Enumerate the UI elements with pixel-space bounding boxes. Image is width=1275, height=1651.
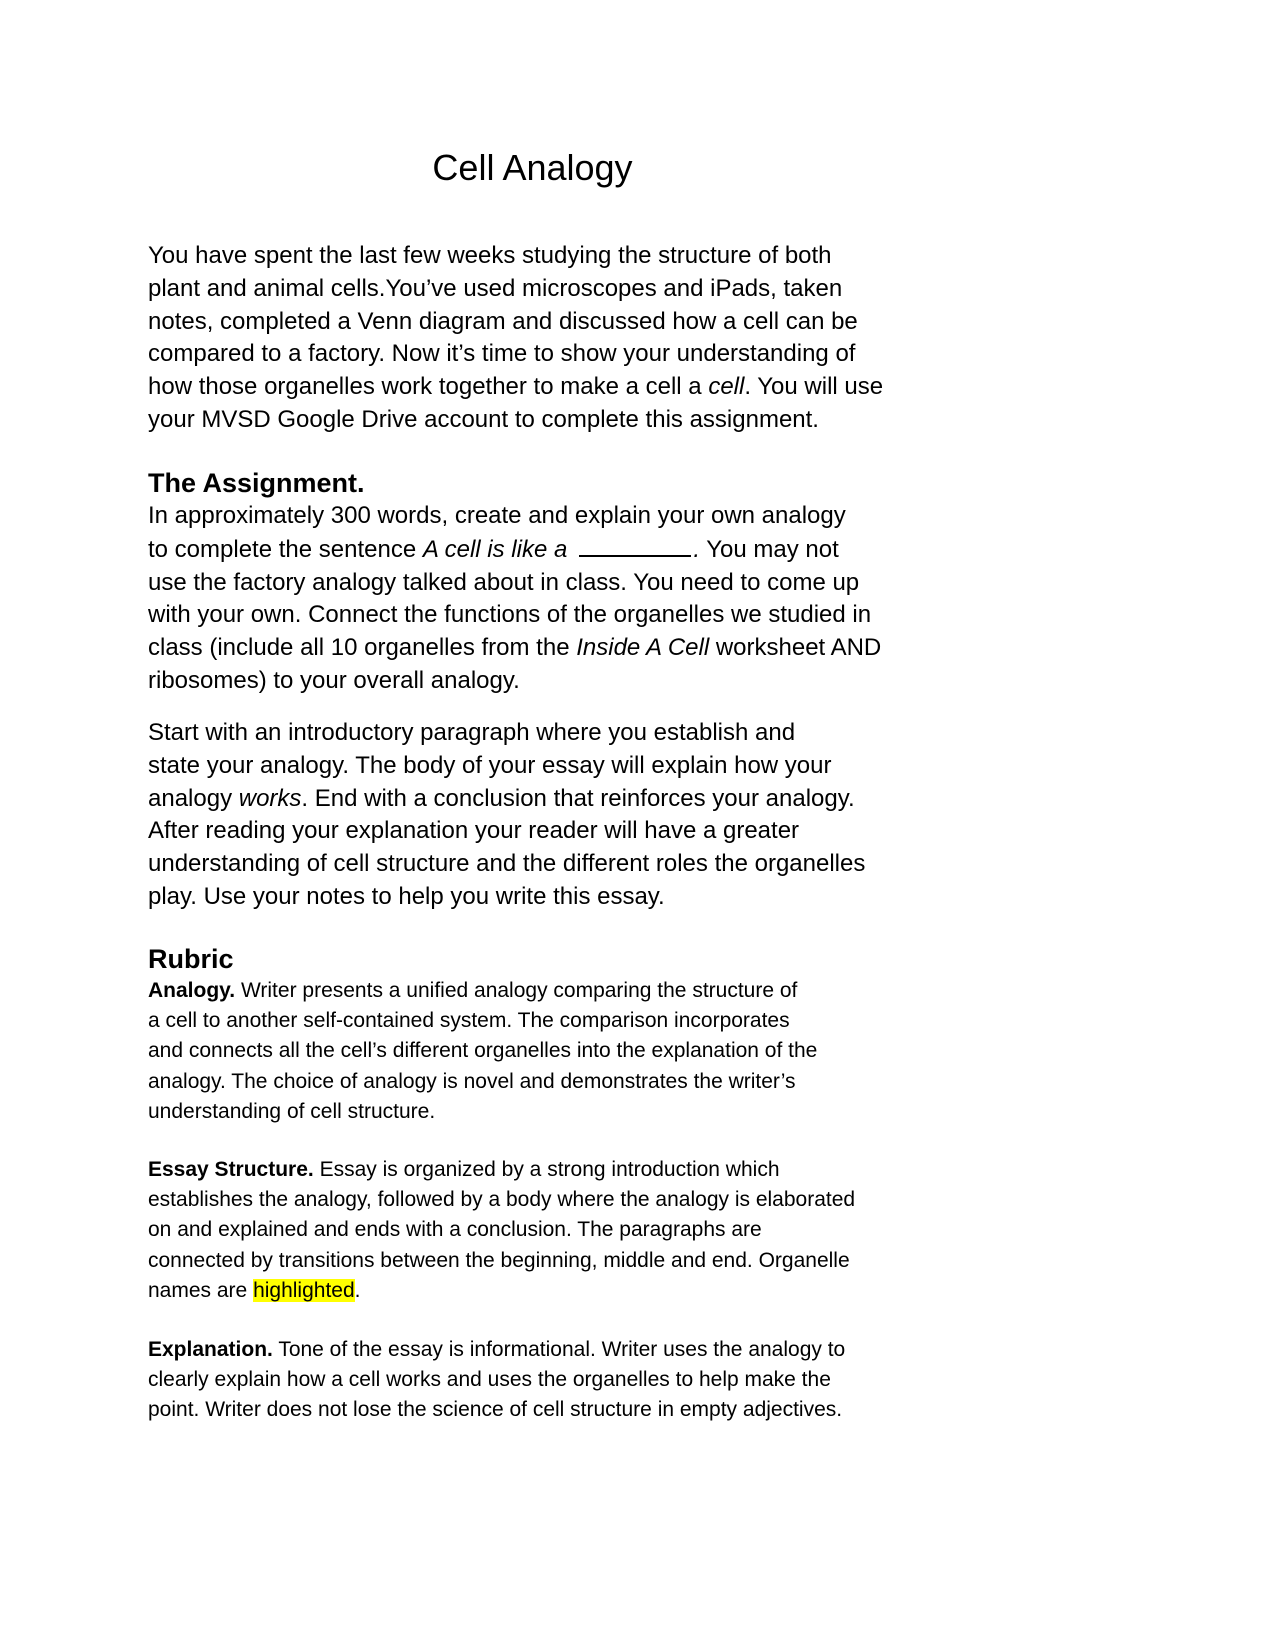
rubric-analogy-label: Analogy. <box>148 979 236 1002</box>
intro-text: how those organelles work together to make a cell a <box>148 373 709 401</box>
rubric-text: names are <box>148 1278 254 1302</box>
rubric-text: Essay is organized by a strong introduction which <box>313 1158 780 1181</box>
assignment-text: You may not <box>700 535 839 563</box>
rubric-text: Writer presents a unified analogy comparing the structure of <box>235 979 798 1002</box>
assignment-heading: The Assignment. <box>148 468 365 498</box>
rubric-text: . <box>354 1278 361 1302</box>
rubric-heading: Rubric <box>148 944 234 974</box>
rubric-structure-label: Essay Structure. <box>148 1158 314 1181</box>
rubric-line <box>148 1335 928 1365</box>
assignment-line <box>148 533 928 567</box>
rubric-line: on and explained and ends with a conclusion. The paragraphs are <box>148 1218 762 1242</box>
assignment-line: play. Use your notes to help you write this essay. <box>148 882 665 910</box>
rubric-line: establishes the analogy, followed by a body where the analogy is elaborated <box>148 1188 856 1212</box>
assignment-line: understanding of cell structure and the different roles the organelles <box>148 850 866 878</box>
rubric-explanation <box>148 1335 928 1426</box>
assignment-line: use the factory analogy talked about in class. You need to come up <box>148 568 860 596</box>
assignment-line: ribosomes) to your overall analogy. <box>148 666 520 694</box>
intro-line: You have spent the last few weeks studying the structure of both <box>148 242 832 269</box>
assignment-line <box>148 783 928 816</box>
assignment-italic-period: . <box>693 535 701 563</box>
rubric-line: connected by transitions between the beginning, middle and end. Organelle <box>148 1248 850 1272</box>
assignment-text: analogy <box>148 784 239 812</box>
assignment-line: with your own. Connect the functions of the organelles we studied in <box>148 601 872 629</box>
rubric-line: analogy. The choice of analogy is novel and demonstrates the writer’s <box>148 1069 796 1093</box>
assignment-line: Start with an introductory paragraph where you establish and <box>148 719 796 746</box>
fill-in-blank <box>579 533 691 557</box>
rubric-line: point. Writer does not lose the science of cell structure in empty adjectives. <box>148 1398 843 1422</box>
assignment-text: worksheet AND <box>709 634 882 662</box>
assignment-text: to complete the sentence <box>148 535 423 563</box>
rubric-line: understanding of cell structure. <box>148 1099 436 1123</box>
rubric-essay-structure <box>148 1155 928 1306</box>
intro-line: notes, completed a Venn diagram and discussed how a cell can be <box>148 307 858 335</box>
highlighted-word: highlighted <box>253 1278 355 1302</box>
page-title: Cell Analogy <box>432 147 633 188</box>
rubric-line: a cell to another self-contained system. The comparison incorporates <box>148 1009 790 1033</box>
rubric-text: Tone of the essay is informational. Writer uses the analogy to <box>272 1338 846 1361</box>
rubric-line: clearly explain how a cell works and uses the organelles to help make the <box>148 1368 831 1392</box>
intro-line: plant and animal cells.You’ve used microscopes and iPads, taken <box>148 274 843 302</box>
intro-line: your MVSD Google Drive account to complete this assignment. <box>148 405 819 433</box>
assignment-italic-worksheet: Inside A Cell <box>576 634 710 662</box>
assignment-line: In approximately 300 words, create and explain your own analogy <box>148 502 846 529</box>
intro-text: . You will use <box>744 373 884 401</box>
assignment-line: state your analogy. The body of your essay will explain how your <box>148 751 832 779</box>
intro-paragraph <box>148 240 928 437</box>
assignment-text: class (include all 10 organelles from the <box>148 634 577 662</box>
rubric-line: and connects all the cell’s different organelles into the explanation of the <box>148 1039 818 1063</box>
assignment-text: . End with a conclusion that reinforces your analogy. <box>301 784 855 812</box>
rubric-line <box>148 1276 928 1306</box>
rubric-line <box>148 976 928 1006</box>
rubric-explanation-label: Explanation. <box>148 1338 273 1361</box>
rubric-analogy <box>148 976 928 1127</box>
intro-italic-cell: cell <box>708 373 745 401</box>
assignment-line <box>148 632 928 665</box>
intro-line: compared to a factory. Now it’s time to show your understanding of <box>148 340 856 368</box>
assignment-italic-sentence: A cell is like a <box>422 535 568 563</box>
intro-line <box>148 371 928 404</box>
assignment-paragraph-2 <box>148 717 928 914</box>
rubric-line <box>148 1155 928 1185</box>
assignment-italic-works: works <box>238 784 302 812</box>
assignment-paragraph-1 <box>148 500 928 698</box>
assignment-line: After reading your explanation your reader will have a greater <box>148 817 800 845</box>
